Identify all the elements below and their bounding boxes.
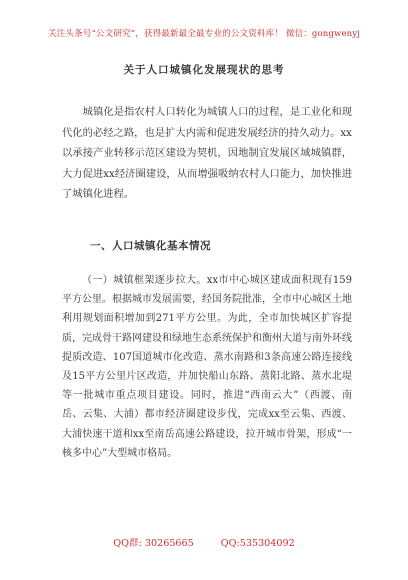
section-heading: 一、人口城镇化基本情况: [90, 240, 211, 252]
paragraph-urban-framework: （一）城镇框架逐步拉大。xx市中心城区建成面积现有159平方公里。根据城市发展需要，经国务院批准，全市中心城区土地利用规划面积增加到271平方公里。为此，全市加快城区扩容提质，完成骨干路网建设和绿地生态系统保护和衡州大道与南外环线提质改造、107国道城市化改造、蒸水南路和3条高速公路连接线及15平方公里片区改造，并加快船山东路、蒸阳北路、蒸水北堤等一批城市重点项目建设。同时，推进“西南云大”（西渡、南岳、云集、大浦）都市经济圈建设步伐，完成xx至云集、西渡、大浦快速干道和xx至南岳高速公路建设，拉开城市骨架，形成“一核多中心”大型城市格局。: [62, 275, 352, 459]
footer-contact: [0, 535, 408, 549]
footer-qq: QQ:535304092: [220, 538, 295, 549]
header-promo-note: 关注头条号“公文研究”，获得最新最全最专业的公文资料库！ 微信：gongwenyj: [47, 29, 361, 39]
footer-qq-group: QQ群: 30265665: [113, 538, 194, 549]
document-title: 关于人口城镇化发展现状的思考: [123, 64, 285, 76]
paragraph-intro: 城镇化是指农村人口转化为城镇人口的过程，是工业化和现代化的必经之路，也是扩大内需和促进发展经济的持久动力。xx以承接产业转移示范区建设为契机，因地制宜发展区域城镇群，大力促进xx经济圈建设，从而增强吸纳农村人口能力，加快推进了城镇化进程。: [62, 106, 352, 200]
